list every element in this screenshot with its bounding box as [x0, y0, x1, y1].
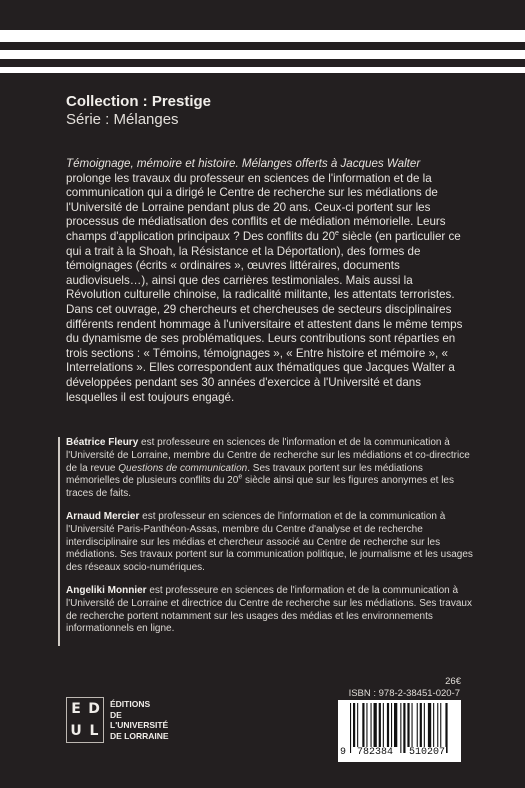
summary-text: siècle (en particulier ce qui a trait à la Shoah, la Résistance et la Déportation), des formes de témoignages (écrits « ordinaires », œuvres littéraires, documents audiovisuels…), ainsi que des carrières testimoniales. Mais aussi la Révolution culturelle chinoise, la radicalité militante, les attentats terroristes. [66, 229, 461, 302]
publisher-logo [66, 697, 176, 743]
stripe [0, 67, 525, 73]
logo-letter: D [88, 701, 100, 717]
barcode-digits [338, 747, 461, 761]
barcode [338, 700, 461, 762]
bio-text: est professeure en sciences de l'information et de la communication à l'Université de Lorraine et directrice du Centre de recherche sur les médiations. Ses travaux de recherche portent notamment sur les usages des médias et les environnements informationnels en ligne. [66, 584, 472, 635]
series-label: Série : Mélanges [66, 111, 179, 128]
author-name: Béatrice Fleury [66, 437, 139, 448]
collection-title: Collection : Prestige [66, 93, 212, 110]
summary-paragraph-2: Dans cet ouvrage, 29 chercheurs et chercheuses de secteurs disciplinaires différents rendent hommage à l'universitaire et attestent dans le même temps du dynamisme de ses problématiques. Leurs contributions sont réparties en trois sections : « Témoins, témoignages », « Entre histoire et mémoire », « Interrelations ». Elles correspondent aux thématiques que Jacques Walter a développées pendant ses 30 années d'exercice à l'Université et dans lesquelles il est toujours engagé. [66, 302, 463, 404]
publisher-logo-mark [66, 697, 104, 743]
superscript: e [238, 474, 243, 482]
barcode-digits-right: 510207 [409, 747, 446, 758]
journal-title: Questions de communication [118, 462, 248, 474]
barcode-digits-left: 782384 [357, 747, 394, 758]
author-bio [66, 437, 476, 501]
author-bio [66, 585, 476, 636]
book-summary [66, 157, 464, 405]
author-bio [66, 511, 476, 575]
bio-text: siècle ainsi que sur les figures anonymes et les traces de faits. [66, 475, 454, 500]
stripe [0, 30, 525, 42]
summary-text: prolonge les travaux du professeur en sciences de l'information et de la communication qui a dirigé le Centre de recherche sur les médiations de l'Université de Lorraine pendant plus de 20 ans. Ceux-ci portent sur les processus de médiatisation des conflits et de médiation mémorielle. Leurs champs d'application principaux ? Des conflits du 20 [66, 171, 446, 243]
publisher-name-line: DE L'UNIVERSITÉ [110, 709, 169, 730]
superscript: e [335, 230, 339, 238]
author-name: Angeliki Monnier [66, 584, 147, 596]
publisher-name-line: ÉDITIONS [110, 699, 151, 709]
barcode-bars [338, 700, 461, 754]
summary-paragraph-1 [66, 157, 464, 303]
stripe [0, 50, 525, 59]
barcode-digit-first: 9 [340, 747, 347, 758]
bio-text: est professeur en sciences de l'information et de la communication à l'Université Paris-Panthéon-Assas, membre du Centre d'analyse et de recherche interdisciplinaire sur les médias et chercheur associé au Centre de recherche sur les médiations. Ses travaux portent sur la communication politique, le journalisme et les usages des réseaux socio-numériques. [66, 510, 473, 574]
publisher-name-line: DE LORRAINE [110, 730, 169, 741]
isbn: ISBN : 978-2-38451-020-7 [348, 688, 460, 699]
author-bios [58, 437, 476, 646]
author-name: Arnaud Mercier [66, 510, 140, 522]
logo-letter: L [89, 723, 99, 739]
logo-letter: E [71, 701, 81, 717]
price: 26€ [445, 676, 461, 687]
book-title-italic: Témoignage, mémoire et histoire. Mélanges offerts à Jacques Walter [66, 157, 421, 170]
publisher-name [110, 699, 180, 741]
bio-text: est professeure en sciences de l'information et de la communication à l'Université de Lorraine, membre du Centre de recherche sur les médiations et co-directrice de la revue [66, 437, 470, 474]
logo-letter: U [70, 723, 82, 739]
bio-text: . Ses travaux portent sur les médiations mémorielles de plusieurs conflits du 20 [66, 462, 423, 487]
